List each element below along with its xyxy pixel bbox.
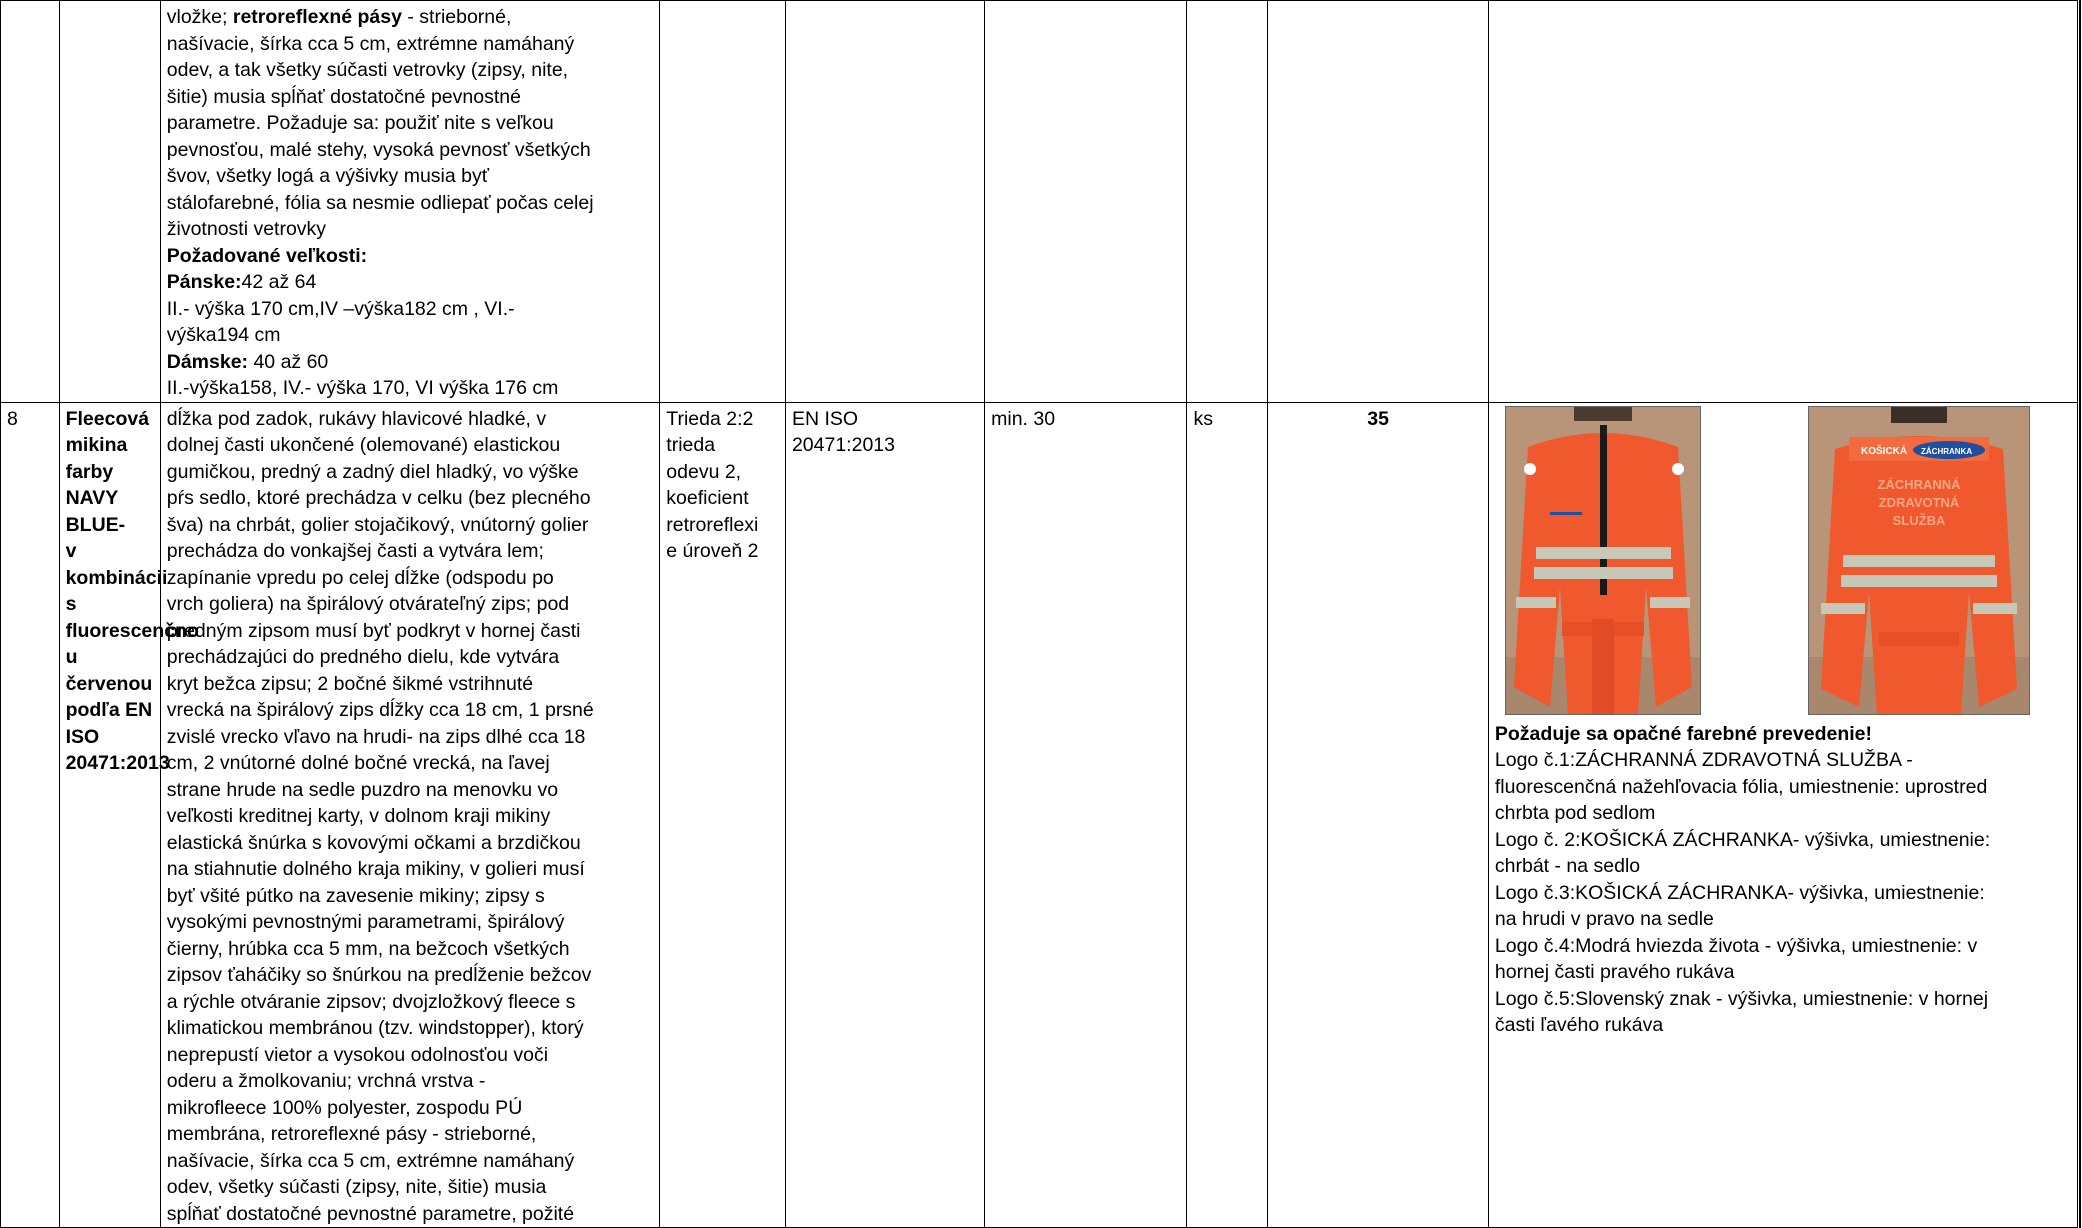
description-line: klimatickou membránou (tzv. windstopper), ktorý <box>166 1017 584 1039</box>
description-line: neprepustí vietor a vysokou odolnosťou voči <box>166 1043 549 1066</box>
description-segment: našívacie, šírka cca 5 cm, extrémne namáhaný <box>166 32 575 55</box>
item-name-line: v kombinácii s <box>65 540 168 615</box>
back-print-line-1: ZÁCHRANNÁ <box>1877 476 1961 492</box>
description-line <box>167 31 654 58</box>
description-line <box>167 57 654 84</box>
description-line: cm, 2 vnútorné dolné bočné vrecká, na ľavej <box>166 752 550 774</box>
requirement-line: fluorescenčná nažehľovacia fólia, umiestnenie: uprostred <box>1494 775 1988 798</box>
item-name-line: Fleecová <box>65 407 150 430</box>
requirement-line: Logo č.3:KOŠICKÁ ZÁCHRANKA- výšivka, umiestnenie: <box>1494 881 1985 904</box>
item-image-cell <box>1488 402 2077 1228</box>
description-segment: 42 až 64 <box>241 271 317 293</box>
description-segment: Pánske: <box>166 271 242 293</box>
description-line: prechádza do vonkajšej časti a vytvára lem; <box>166 540 544 562</box>
description-segment: II.-výška158, IV.- výška 170, VI výška 176 cm <box>166 377 559 399</box>
description-line: byť všité pútko na zavesenie mikiny; zipsy s <box>166 884 545 907</box>
description-line: gumičkou, predný a zadný diel hladký, vo výške <box>166 460 579 483</box>
description-line: našívacie, šírka cca 5 cm, extrémne namáhaný <box>166 1149 575 1172</box>
unit-text: ks <box>1193 407 1213 430</box>
description-line: spĺňať dostatočné pevnostné parametre, požité <box>166 1202 575 1225</box>
cell-name <box>59 1 160 403</box>
requirement-line: chrbát - na sedlo <box>1494 855 1641 877</box>
description-segment: stálofarebné, fólia sa nesmie odliepať počas celej <box>166 191 594 214</box>
back-print-line-2: ZDRAVOTNÁ <box>1878 494 1960 510</box>
description-line: veľkosti kreditnej karty, v dolnom kraji mikiny <box>166 805 551 827</box>
item-name-line: podľa EN ISO <box>65 699 153 748</box>
table-row-item-8 <box>1 402 2078 1228</box>
description-line <box>167 4 654 31</box>
description-segment: retroreflexné pásy <box>232 6 402 28</box>
requirement-line: Logo č. 2:KOŠICKÁ ZÁCHRANKA- výšivka, umiestnenie: <box>1494 828 1991 851</box>
description-line: mikrofleece 100% polyester, zospodu PÚ <box>166 1096 523 1119</box>
description-line: vysokými pevnostnými parametrami, špirálový <box>166 911 565 933</box>
description-segment: vložke; <box>166 6 233 28</box>
description-line <box>167 243 654 270</box>
description-line: membrána, retroreflexné pásy - strieborné, <box>166 1123 537 1145</box>
class-line: retroreflexi <box>666 513 759 536</box>
description-line: vrecká na špirálový zips dĺžky cca 18 cm, 1 prsné <box>166 699 594 721</box>
class-line: odevu 2, <box>666 460 742 483</box>
back-logo-text-1: KOŠICKÁ <box>1860 445 1908 457</box>
description-line <box>167 322 654 349</box>
description-line: strane hrude na sedle puzdro na menovku vo <box>166 778 559 801</box>
description-line: a rýchle otváranie zipsov; dvojzložkový fleece s <box>166 990 576 1013</box>
product-photos <box>1505 406 2081 721</box>
item-name-line: fluorescenčno <box>65 619 199 642</box>
requirement-line: Logo č.4:Modrá hviezda života - výšivka, umiestnenie: v <box>1494 934 1978 957</box>
item-name-line: NAVY BLUE- <box>65 487 126 536</box>
description-line: vrch goliera) na špirálový otvárateľný zips; pod <box>166 593 570 615</box>
class-line: e úroveň 2 <box>666 540 759 562</box>
item-min-qty <box>985 402 1187 1228</box>
description-segment: II.- výška 170 cm,IV –výška182 cm , VI.- <box>166 297 515 320</box>
description-line <box>167 110 654 137</box>
description-segment: odev, a tak všetky súčasti vetrovky (zipsy, nite, <box>166 59 569 81</box>
back-logo-text-2: ZÁCHRANKA <box>1920 446 1972 456</box>
cell-class <box>660 1 786 403</box>
requirement-line: Logo č.1:ZÁCHRANNÁ ZDRAVOTNÁ SLUŽBA - <box>1494 749 1913 771</box>
description-line: dĺžka pod zadok, rukávy hlavicové hladké, v <box>166 407 547 430</box>
description-line <box>167 137 654 164</box>
item-count <box>1268 402 1488 1228</box>
back-print-line-3: SLUŽBA <box>1892 512 1946 528</box>
description-line: zipsov ťaháčiky so šnúrkou na predĺženie bežcov <box>166 964 592 986</box>
item-name-line: mikina farby <box>65 434 128 483</box>
description-line <box>167 190 654 217</box>
item-unit <box>1187 402 1268 1228</box>
description-line: elastická šnúrka s kovovými očkami a brzdičkou <box>166 831 581 854</box>
count-text: 35 <box>1367 407 1389 430</box>
description-segment: parametre. Požaduje sa: použiť nite s veľkou <box>166 112 554 134</box>
item-name-line: 20471:2013 <box>65 752 170 774</box>
description-segment: Požadované veľkosti: <box>166 244 368 267</box>
description-line: odev, všetky súčasti (zipsy, nite, šitie) musia <box>166 1176 547 1198</box>
cell-standard <box>785 1 984 403</box>
class-line: Trieda 2:2 <box>666 407 754 430</box>
description-segment: - strieborné, <box>401 6 512 28</box>
requirement-line: Logo č.5:Slovenský znak - výšivka, umiestnenie: v hornej <box>1494 987 1989 1010</box>
description-line: kryt bežca zipsu; 2 bočné šikmé vstrihnuté <box>166 672 534 695</box>
description-line: prechádzajúci do predného dielu, kde vytvára <box>166 646 560 668</box>
requirement-line: časti ľavého rukáva <box>1494 1014 1664 1036</box>
description-line: na stiahnutie dolného kraja mikiny, v golieri musí <box>166 858 585 880</box>
description-line <box>167 163 654 190</box>
cell-unit <box>1187 1 1268 403</box>
description-line <box>167 349 654 376</box>
item-standard <box>785 402 984 1228</box>
page-edge-line <box>2079 0 2081 1228</box>
description-line: dolnej časti ukončené (olemované) elastickou <box>166 434 561 456</box>
description-line <box>167 375 654 402</box>
description-segment: pevnosťou, malé stehy, vysoká pevnosť všetkých <box>166 138 591 161</box>
class-line: koeficient <box>666 487 749 509</box>
requirement-heading: Požaduje sa opačné farebné prevedenie! <box>1494 722 1873 745</box>
description-line <box>167 296 654 323</box>
description-line: šva) na chrbát, golier stojačikový, vnútorný golier <box>166 513 589 536</box>
requirement-line: na hrudi v pravo na sedle <box>1494 908 1714 930</box>
description-line: zapínanie vpredu po celej dĺžke (odspodu po <box>166 566 554 589</box>
description-segment: životnosti vetrovky <box>166 218 327 240</box>
description-line <box>167 269 654 296</box>
requirement-list <box>1495 747 2071 1039</box>
jacket-front-photo <box>1505 406 1701 715</box>
description-line: čierny, hrúbka cca 5 mm, na bežcoch všetkých <box>166 937 570 960</box>
description-segment: švov, všetky logá a výšivky musia byť <box>166 165 490 187</box>
description-line: predným zipsom musí byť podkryt v hornej časti <box>166 619 581 642</box>
jacket-back-photo <box>1808 406 2030 715</box>
requirement-line: chrbta pod sedlom <box>1494 802 1656 824</box>
description-line: oderu a žmolkovaniu; vrchná vrstva - <box>166 1070 486 1092</box>
description-line <box>167 84 654 111</box>
cell-description <box>160 1 660 403</box>
description-line: pŕs sedlo, ktoré prechádza v celku (bez plecného <box>166 487 591 509</box>
min-qty-text: min. 30 <box>991 407 1056 430</box>
description-line: zvislé vrecko vľavo na hrudi- na zips dlhé cca 18 <box>166 725 586 748</box>
item-class <box>660 402 786 1228</box>
item-number <box>1 402 60 1228</box>
description-segment: 40 až 60 <box>248 350 329 373</box>
item-name <box>59 402 199 1228</box>
cell-number <box>1 1 60 403</box>
item-number-text: 8 <box>7 407 18 430</box>
description-segment: Dámske: <box>166 350 249 373</box>
class-line: trieda <box>666 434 716 456</box>
item-name-line: u červenou <box>65 646 153 695</box>
cell-min-qty <box>985 1 1187 403</box>
standard-line: 20471:2013 <box>791 434 895 456</box>
description-line <box>167 216 654 243</box>
cell-count <box>1268 1 1488 403</box>
cell-image <box>1488 1 2077 403</box>
item-description <box>160 402 660 1228</box>
table-row-previous <box>1 1 2078 403</box>
description-segment: šitie) musia spĺňať dostatočné pevnostné <box>166 85 521 108</box>
requirement-line: hornej časti pravého rukáva <box>1494 961 1735 983</box>
standard-line: EN ISO <box>791 407 859 430</box>
description-segment: výška194 cm <box>166 324 281 346</box>
